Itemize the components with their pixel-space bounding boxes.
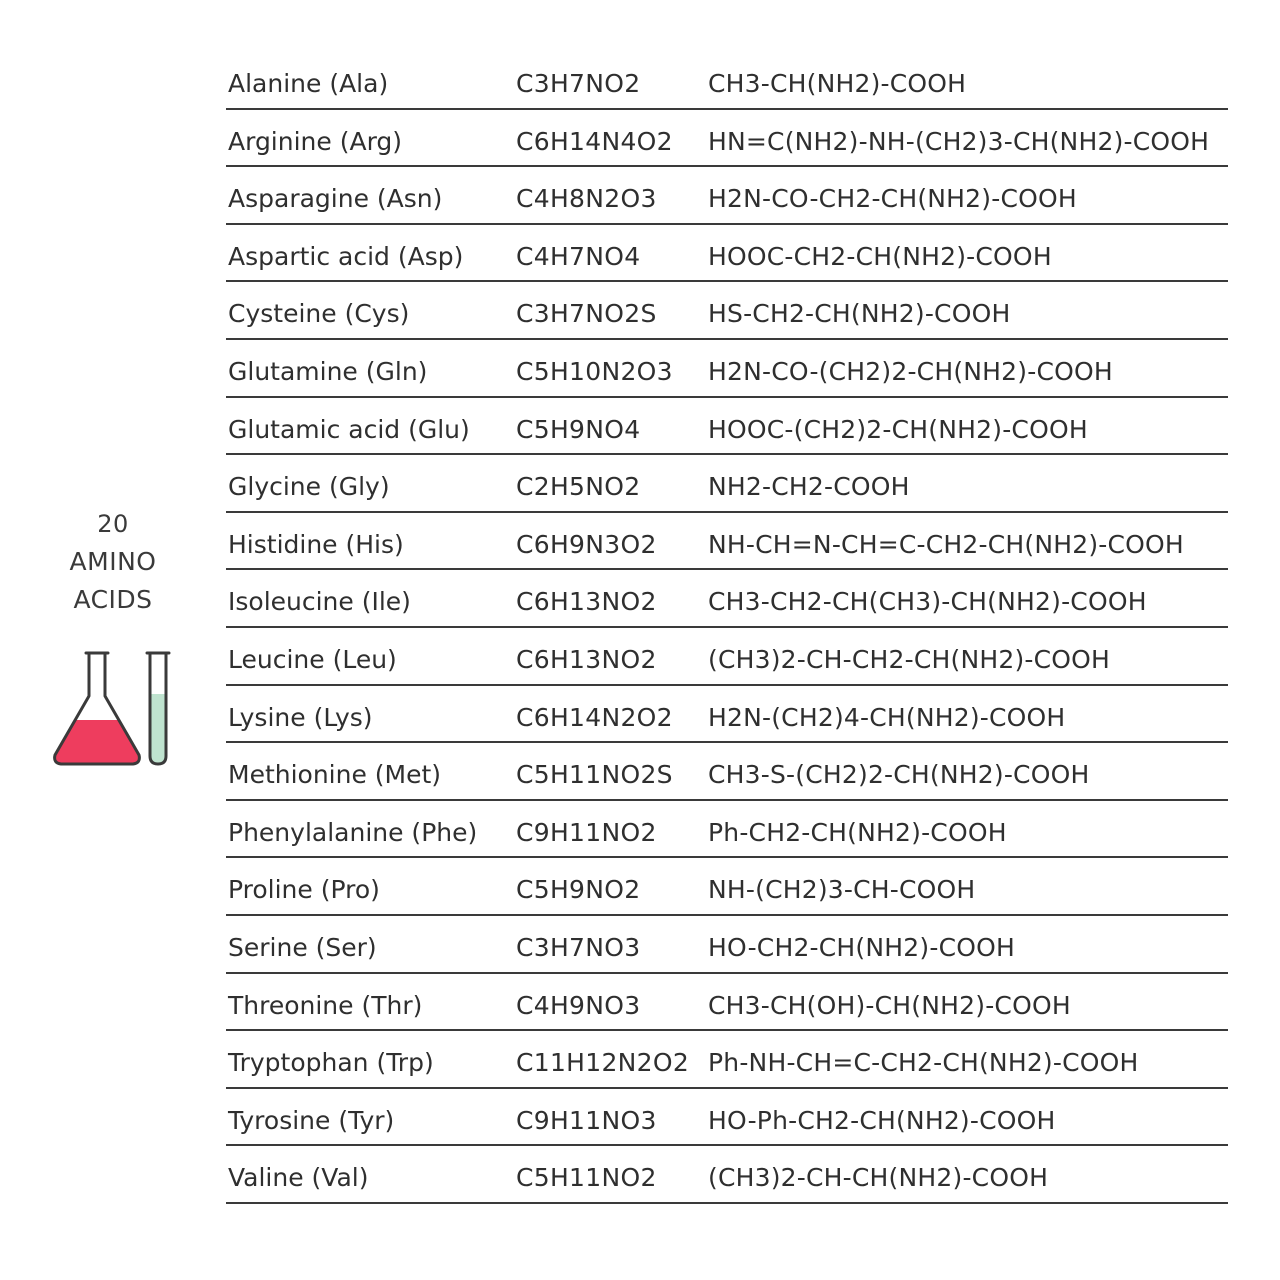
structural-formula: NH-(CH2)3-CH-COOH (708, 875, 976, 905)
structural-formula: NH-CH=N-CH=C-CH2-CH(NH2)-COOH (708, 529, 1184, 559)
amino-acid-name: Tryptophan (Trp) (228, 1048, 434, 1078)
table-row (226, 628, 1228, 686)
table-row (226, 513, 1228, 571)
structural-formula: NH2-CH2-COOH (708, 472, 910, 502)
structural-formula: Ph-NH-CH=C-CH2-CH(NH2)-COOH (708, 1048, 1139, 1078)
table-row (226, 398, 1228, 456)
structural-formula: CH3-CH(OH)-CH(NH2)-COOH (708, 990, 1071, 1020)
table-row (226, 570, 1228, 628)
amino-acid-name: Valine (Val) (228, 1163, 369, 1193)
amino-acid-table (226, 52, 1228, 1204)
flask-icon (55, 653, 140, 764)
molecular-formula: C11H12N2O2 (516, 1048, 690, 1078)
table-row (226, 916, 1228, 974)
structural-formula: H2N-CO-CH2-CH(NH2)-COOH (708, 184, 1077, 214)
molecular-formula: C4H7NO4 (516, 241, 641, 271)
title-number: 20 (97, 510, 129, 538)
table-row (226, 282, 1228, 340)
molecular-formula: C6H14N2O2 (516, 702, 673, 732)
structural-formula: HN=C(NH2)-NH-(CH2)3-CH(NH2)-COOH (708, 126, 1210, 156)
molecular-formula: C5H9NO2 (516, 875, 641, 905)
amino-acid-name: Histidine (His) (228, 529, 404, 559)
title-line-acids: ACIDS (73, 585, 153, 614)
amino-acid-name: Asparagine (Asn) (228, 184, 443, 214)
table-row (226, 801, 1228, 859)
structural-formula: HOOC-(CH2)2-CH(NH2)-COOH (708, 414, 1088, 444)
amino-acid-name: Alanine (Ala) (228, 69, 389, 98)
table-row (226, 858, 1228, 916)
structural-formula: HO-Ph-CH2-CH(NH2)-COOH (708, 1105, 1056, 1135)
amino-acid-name: Lysine (Lys) (228, 702, 373, 732)
structural-formula: CH3-CH2-CH(CH3)-CH(NH2)-COOH (708, 587, 1147, 617)
table-row (226, 455, 1228, 513)
molecular-formula: C2H5NO2 (516, 472, 641, 502)
amino-acid-name: Cysteine (Cys) (228, 299, 410, 329)
structural-formula: (CH3)2-CH-CH2-CH(NH2)-COOH (708, 644, 1111, 674)
table-row (226, 743, 1228, 801)
structural-formula: H2N-CO-(CH2)2-CH(NH2)-COOH (708, 356, 1113, 386)
table-row (226, 1031, 1228, 1089)
molecular-formula: C3H7NO3 (516, 932, 641, 962)
molecular-formula: C5H11NO2 (516, 1163, 657, 1193)
amino-acid-name: Serine (Ser) (228, 932, 377, 962)
amino-acid-name: Isoleucine (Ile) (228, 587, 411, 617)
amino-acid-name: Leucine (Leu) (228, 644, 397, 674)
structural-formula: CH3-S-(CH2)2-CH(NH2)-COOH (708, 760, 1090, 790)
table-row (226, 110, 1228, 168)
table-row (226, 1089, 1228, 1147)
amino-acid-name: Methionine (Met) (228, 760, 442, 790)
table-row (226, 52, 1228, 110)
table-row (226, 225, 1228, 283)
molecular-formula: C5H10N2O3 (516, 356, 673, 386)
table-row (226, 1146, 1228, 1204)
molecular-formula: C6H13NO2 (516, 587, 657, 617)
lab-glassware-icon (48, 648, 178, 772)
table-row (226, 340, 1228, 398)
molecular-formula: C3H7NO2 (516, 69, 641, 98)
molecular-formula: C5H9NO4 (516, 414, 641, 444)
title-line-amino: AMINO (69, 547, 157, 576)
structural-formula: Ph-CH2-CH(NH2)-COOH (708, 817, 1007, 847)
amino-acid-name: Threonine (Thr) (228, 990, 423, 1020)
amino-acid-name: Proline (Pro) (228, 875, 380, 905)
amino-acid-name: Glutamic acid (Glu) (228, 414, 470, 444)
molecular-formula: C5H11NO2S (516, 760, 673, 790)
molecular-formula: C3H7NO2S (516, 299, 657, 329)
amino-acid-name: Aspartic acid (Asp) (228, 241, 464, 271)
sidebar-title (40, 505, 186, 619)
structural-formula: HS-CH2-CH(NH2)-COOH (708, 299, 1011, 329)
structural-formula: (CH3)2-CH-CH(NH2)-COOH (708, 1163, 1049, 1193)
molecular-formula: C4H8N2O3 (516, 184, 657, 214)
structural-formula: H2N-(CH2)4-CH(NH2)-COOH (708, 702, 1066, 732)
molecular-formula: C9H11NO3 (516, 1105, 657, 1135)
amino-acid-name: Glycine (Gly) (228, 472, 390, 502)
table-row (226, 974, 1228, 1032)
table-row (226, 686, 1228, 744)
amino-acid-name: Glutamine (Gln) (228, 356, 428, 386)
molecular-formula: C6H14N4O2 (516, 126, 673, 156)
amino-acid-name: Arginine (Arg) (228, 126, 403, 156)
test-tube-icon (147, 653, 169, 764)
amino-acid-name: Tyrosine (Tyr) (228, 1105, 395, 1135)
amino-acid-name: Phenylalanine (Phe) (228, 817, 478, 847)
molecular-formula: C6H9N3O2 (516, 529, 657, 559)
molecular-formula: C6H13NO2 (516, 644, 657, 674)
molecular-formula: C4H9NO3 (516, 990, 641, 1020)
structural-formula: CH3-CH(NH2)-COOH (708, 69, 967, 98)
table-row (226, 167, 1228, 225)
structural-formula: HO-CH2-CH(NH2)-COOH (708, 932, 1015, 962)
molecular-formula: C9H11NO2 (516, 817, 657, 847)
structural-formula: HOOC-CH2-CH(NH2)-COOH (708, 241, 1052, 271)
